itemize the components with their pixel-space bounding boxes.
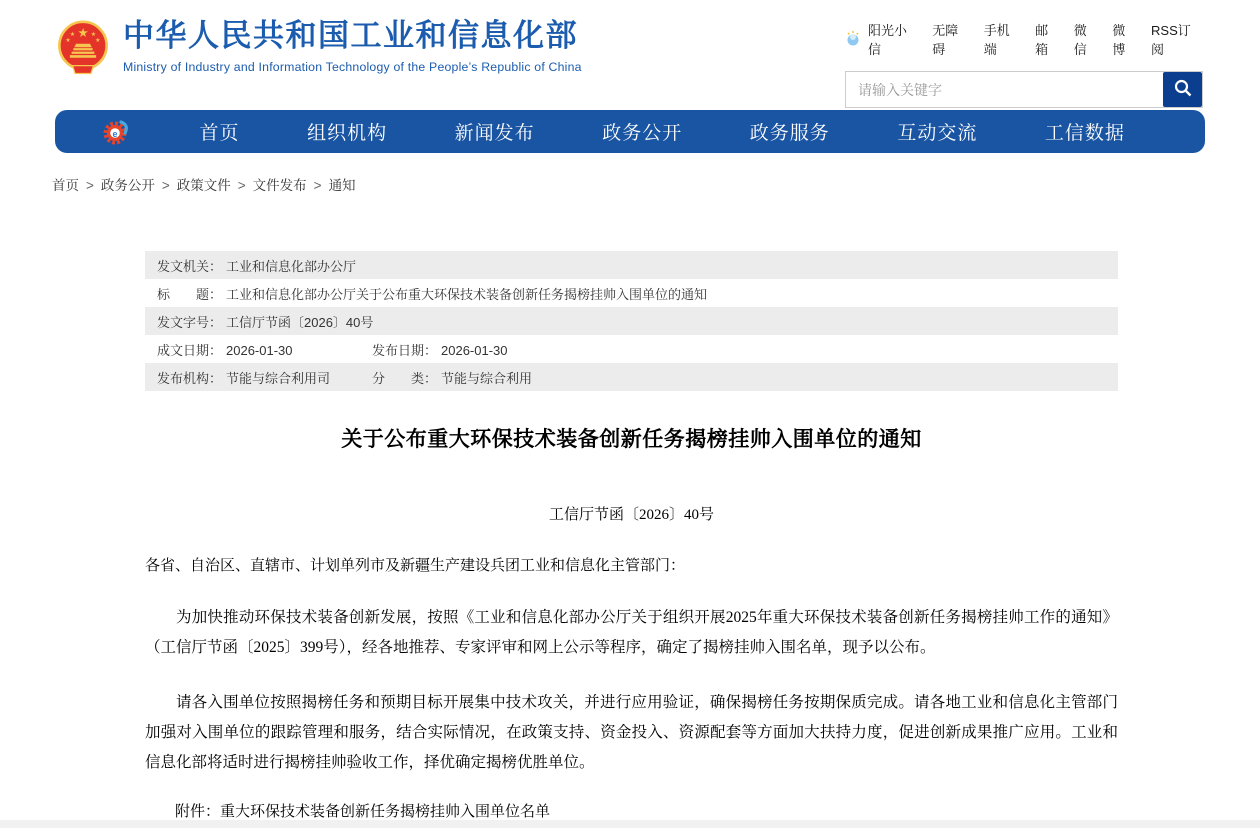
meta-value: 工业和信息化部办公厅 (226, 258, 357, 274)
main-nav (55, 110, 1205, 153)
miit-gear-logo-icon (100, 116, 132, 148)
nav-item-organization[interactable]: 组织机构 (307, 123, 388, 144)
meta-label: 分 类： (372, 370, 438, 386)
meta-value: 工信厅节函〔2026〕40号 (226, 314, 374, 330)
quick-link-mobile[interactable]: 手机端 (983, 23, 1010, 57)
quick-link-sunshine[interactable]: 阳光小信 (868, 23, 908, 57)
breadcrumb-separator: > (313, 178, 322, 193)
footer-strip (0, 820, 1260, 828)
article-doc-number: 工信厅节函〔2026〕40号 (548, 507, 714, 523)
breadcrumb-gov-disclosure[interactable]: 政务公开 (100, 178, 155, 193)
nav-item-gov-disclosure[interactable]: 政务公开 (602, 123, 683, 144)
search-bar (845, 71, 1203, 108)
meta-row-issuing-agency (145, 251, 1118, 279)
nav-item-news[interactable]: 新闻发布 (454, 123, 535, 144)
quick-link-weibo[interactable]: 微博 (1112, 23, 1126, 57)
svg-text:★: ★ (69, 30, 76, 38)
quick-link-accessibility[interactable]: 无障碍 (932, 23, 959, 57)
search-icon (1173, 78, 1193, 101)
article-attachment: 附件：重大环保技术装备创新任务揭榜挂帅入围单位名单 (175, 803, 551, 820)
breadcrumb-doc-release[interactable]: 文件发布 (252, 178, 307, 193)
article-title: 关于公布重大环保技术装备创新任务揭榜挂帅入围单位的通知 (341, 428, 922, 451)
article-salutation: 各省、自治区、直辖市、计划单列市及新疆生产建设兵团工业和信息化主管部门： (145, 557, 686, 574)
logo-letter: e (112, 128, 118, 139)
breadcrumb-separator: > (237, 178, 246, 193)
breadcrumb-separator: > (161, 178, 170, 193)
site-title-cn: 中华人民共和国工业和信息化部 (123, 18, 578, 53)
breadcrumb-home[interactable]: 首页 (52, 178, 79, 193)
meta-value: 节能与综合利用司 (226, 370, 331, 386)
document-meta-table (145, 251, 1118, 391)
meta-label: 标 题： (157, 286, 223, 302)
svg-text:★: ★ (65, 37, 71, 44)
site-header (0, 0, 1260, 103)
nav-item-interaction[interactable]: 互动交流 (897, 123, 978, 144)
svg-text:★: ★ (90, 30, 97, 38)
meta-label: 发文字号： (157, 314, 223, 330)
brand-text (123, 16, 582, 74)
svg-text:★: ★ (77, 25, 89, 40)
quick-links (845, 16, 1203, 58)
meta-row-dates (145, 335, 1118, 363)
meta-label: 发文机关： (157, 258, 223, 274)
meta-row-publisher (145, 363, 1118, 391)
meta-label: 成文日期： (157, 342, 223, 358)
svg-text:★: ★ (95, 37, 101, 44)
quick-link-mail[interactable]: 邮箱 (1035, 23, 1049, 57)
nav-item-gov-services[interactable]: 政务服务 (749, 123, 830, 144)
meta-row-doc-number (145, 307, 1118, 335)
article-content (145, 251, 1118, 821)
meta-row-title (145, 279, 1118, 307)
breadcrumb-separator: > (86, 178, 94, 193)
quick-link-wechat[interactable]: 微信 (1073, 23, 1087, 57)
meta-value: 工业和信息化部办公厅关于公布重大环保技术装备创新任务揭榜挂帅入围单位的通知 (226, 286, 708, 302)
site-title-en: Ministry of Industry and Information Technology of the People’s Republic of China (123, 60, 582, 74)
site-brand (55, 16, 582, 103)
meta-label: 发布日期： (372, 342, 438, 358)
sunshine-mascot-icon (845, 30, 861, 48)
meta-label: 发布机构： (157, 370, 223, 386)
meta-value: 2026-01-30 (226, 342, 293, 358)
article-paragraph: 为加快推动环保技术装备创新发展，按照《工业和信息化部办公厅关于组织开展2025年重大环保技术装备创新任务揭榜挂帅工作的通知》（工信厅节函〔2025〕399号），经各地推荐、专家评审和网上公示等程序，确定了揭榜挂帅入围名单，现予以公布。 (145, 609, 1118, 656)
article-paragraph: 请各入围单位按照揭榜任务和预期目标开展集中技术攻关，并进行应用验证，确保揭榜任务按期保质完成。请各地工业和信息化主管部门加强对入围单位的跟踪管理和服务，结合实际情况，在政策支持、资金投入、资源配套等方面加大扶持力度，促进创新成果推广应用。工业和信息化部将适时进行揭榜挂帅验收工作，择优确定揭榜优胜单位。 (145, 694, 1118, 771)
search-button[interactable] (1163, 72, 1202, 107)
meta-value: 2026-01-30 (441, 342, 508, 358)
breadcrumb-notice[interactable]: 通知 (328, 178, 356, 193)
nav-item-home[interactable]: 首页 (199, 123, 240, 144)
breadcrumb (52, 174, 1260, 194)
header-right (845, 16, 1203, 103)
meta-value: 节能与综合利用 (441, 370, 533, 386)
search-input[interactable] (846, 72, 1163, 107)
breadcrumb-policy-docs[interactable]: 政策文件 (176, 178, 231, 193)
quick-link-rss[interactable]: RSS订阅 (1151, 23, 1191, 57)
national-emblem-icon (55, 18, 111, 80)
nav-item-miit-data[interactable]: 工信数据 (1044, 123, 1125, 144)
